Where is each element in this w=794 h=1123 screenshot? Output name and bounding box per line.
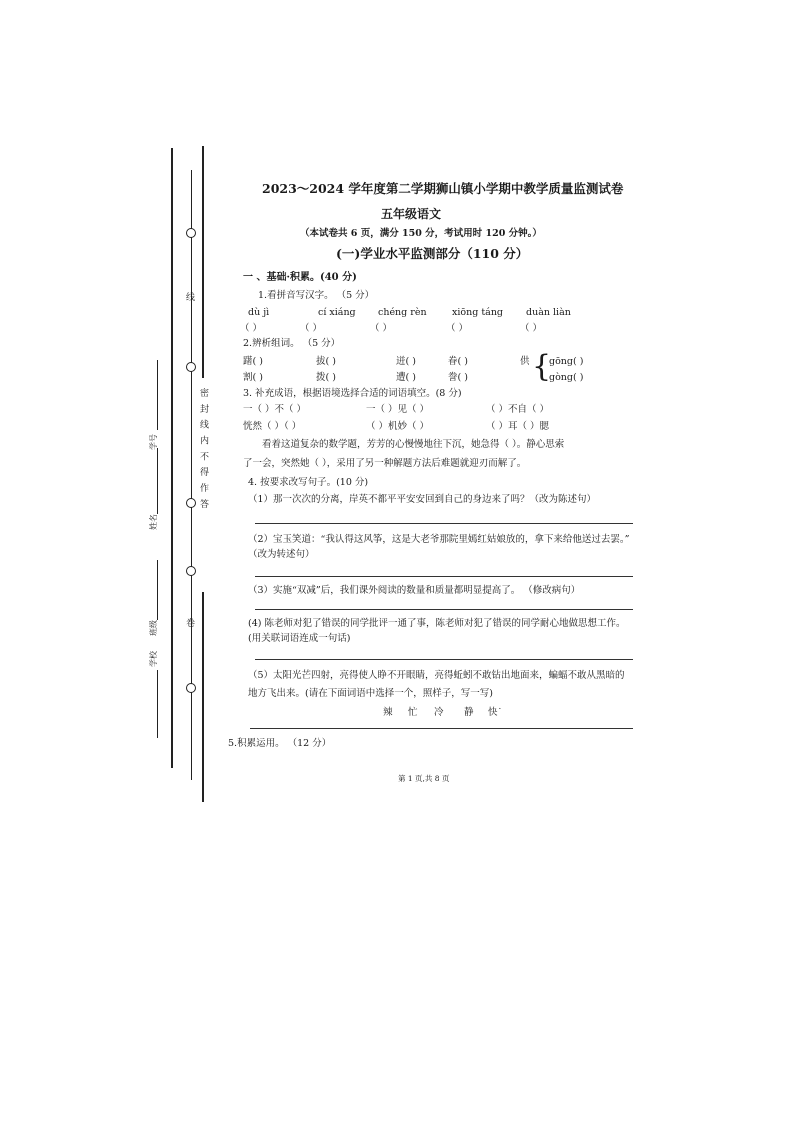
exam-note: （本试卷共 6 页，满分 150 分，考试用时 120 分钟。） (300, 228, 542, 239)
pinyin-2: cí xiáng (318, 307, 356, 318)
polyphone-gong1[interactable]: gōng( ) (549, 356, 584, 367)
answer-blank[interactable]: （ ） (240, 323, 263, 334)
inner-binding-line-bottom (202, 592, 204, 802)
exam-title: 2023～2024 学年度第二学期狮山镇小学期中教学质量监测试卷 (262, 181, 624, 196)
rewrite-item-4-task: (用关联词语连成一句话) (248, 633, 351, 644)
word-group[interactable]: 躇( ) (243, 356, 263, 367)
word-choice: 冷 (434, 707, 444, 718)
answer-blank[interactable]: （ ） (520, 323, 543, 334)
pinyin-4: xiōng táng (452, 307, 504, 318)
idiom-blank[interactable]: 一（ ）见（ ） (366, 404, 430, 415)
q3-prompt: 3. 补充成语，根据语境选择合适的词语填空。(8 分) (243, 388, 462, 399)
polyphone-gong2[interactable]: gòng( ) (549, 372, 584, 383)
seal-mark-top: 线 (184, 292, 194, 303)
idiom-blank[interactable]: 一（ ）不（ ） (243, 404, 307, 415)
q4-prompt: 4. 按要求改写句子。(10 分) (248, 477, 369, 488)
word-group[interactable]: 拨( ) (316, 372, 336, 383)
binding-hole (186, 683, 196, 693)
outer-binding-line (171, 148, 173, 768)
binding-hole (186, 362, 196, 372)
word-group[interactable]: 迸( ) (396, 356, 416, 367)
rewrite-item-2-task: （改为转述句） (248, 549, 315, 560)
binding-hole (186, 228, 196, 238)
xuehao-label: 学号 (149, 434, 158, 450)
word-choice: 忙 (408, 707, 418, 718)
passage-line: 了一会，突然她（ ），采用了另一种解题方法后难题就迎刃而解了。 (243, 458, 527, 469)
q5-prompt: 5.积累运用。 （12 分） (228, 738, 332, 749)
page-number: 第 1 页,共 8 页 (398, 774, 450, 783)
q2-prompt: 2.辨析组词。 （5 分） (243, 338, 341, 349)
banji-line (157, 560, 158, 620)
answer-line[interactable] (255, 659, 633, 660)
part-heading: (一)学业水平监测部分（110 分） (336, 246, 529, 261)
idiom-blank[interactable]: （ ）耳（ ）腮 (486, 421, 550, 432)
seal-instruction: 密 封 线 内 不 得 作 答 (198, 388, 208, 511)
rewrite-item-1: （1）那一次次的分离，岸英不都平平安安回到自己的身边来了吗？（改为陈述句） (248, 494, 597, 505)
word-group[interactable]: 誊( ) (448, 372, 468, 383)
answer-line[interactable] (255, 609, 633, 610)
seal-mark-bottom: 卷 (184, 618, 194, 629)
banji-label: 班级 (149, 620, 158, 636)
xingming-line (157, 448, 158, 514)
word-group[interactable]: 遭( ) (396, 372, 416, 383)
xuexiao-line (157, 670, 158, 738)
answer-blank[interactable]: （ ） (370, 323, 393, 334)
word-group[interactable]: 眷( ) (448, 356, 468, 367)
rewrite-item-4: (4) 陈老师对犯了错误的同学批评一通了事，陈老师对犯了错误的同学耐心地做思想工作。 (248, 618, 626, 629)
q1-prompt: 1.看拼音写汉字。 （5 分） (258, 290, 375, 301)
answer-blank[interactable]: （ ） (300, 323, 323, 334)
rewrite-item-5: （5）太阳光芒四射，亮得使人睁不开眼睛，亮得蚯蚓不敢钻出地面来，蝙蝠不敢从黑暗的 (248, 670, 625, 681)
inner-binding-line-top (202, 146, 204, 378)
xingming-label: 姓名 (149, 514, 158, 530)
idiom-blank[interactable]: （ ）不自（ ） (486, 404, 550, 415)
binding-hole (186, 498, 196, 508)
rewrite-item-2: （2）宝玉笑道：“我认得这风筝，这是大老爷那院里嫣红姑娘放的，拿下来给他送过去罢。” (248, 534, 630, 545)
word-group[interactable]: 拔( ) (316, 356, 336, 367)
brace-icon: { (532, 349, 552, 384)
answer-line[interactable] (250, 728, 633, 729)
rewrite-item-5-task: 地方飞出来。(请在下面词语中选择一个，照样子，写一写) (248, 688, 493, 699)
xuehao-line (157, 360, 158, 430)
grade-subject: 五年级语文 (381, 207, 442, 221)
word-choice: 静 (464, 707, 474, 718)
pinyin-3: chéng rèn (378, 307, 427, 318)
answer-line[interactable] (255, 576, 633, 577)
idiom-blank[interactable]: 恍然（ ）（ ） (243, 421, 302, 432)
binding-hole (186, 566, 196, 576)
section-heading: 一 、基础·积累。(40 分) (243, 272, 357, 283)
xuexiao-label: 学校 (149, 651, 158, 667)
passage-line: 看着这道复杂的数学题，芳芳的心慢慢地往下沉，她急得（ ）。静心思索 (262, 439, 565, 450)
answer-line[interactable] (255, 523, 633, 524)
idiom-blank[interactable]: （ ）机妙（ ） (366, 421, 430, 432)
word-group[interactable]: 割( ) (243, 372, 263, 383)
pinyin-1: dù jì (248, 307, 270, 318)
polyphone-char: 供 (520, 356, 530, 367)
rewrite-item-3: （3）实施“双减”后，我们课外阅读的数量和质量都明显提高了。 （修改病句） (248, 585, 581, 596)
word-choice: 快˙ (488, 707, 503, 718)
pinyin-5: duàn liàn (526, 307, 571, 318)
word-choice: 辣 (383, 707, 393, 718)
answer-blank[interactable]: （ ） (446, 323, 469, 334)
